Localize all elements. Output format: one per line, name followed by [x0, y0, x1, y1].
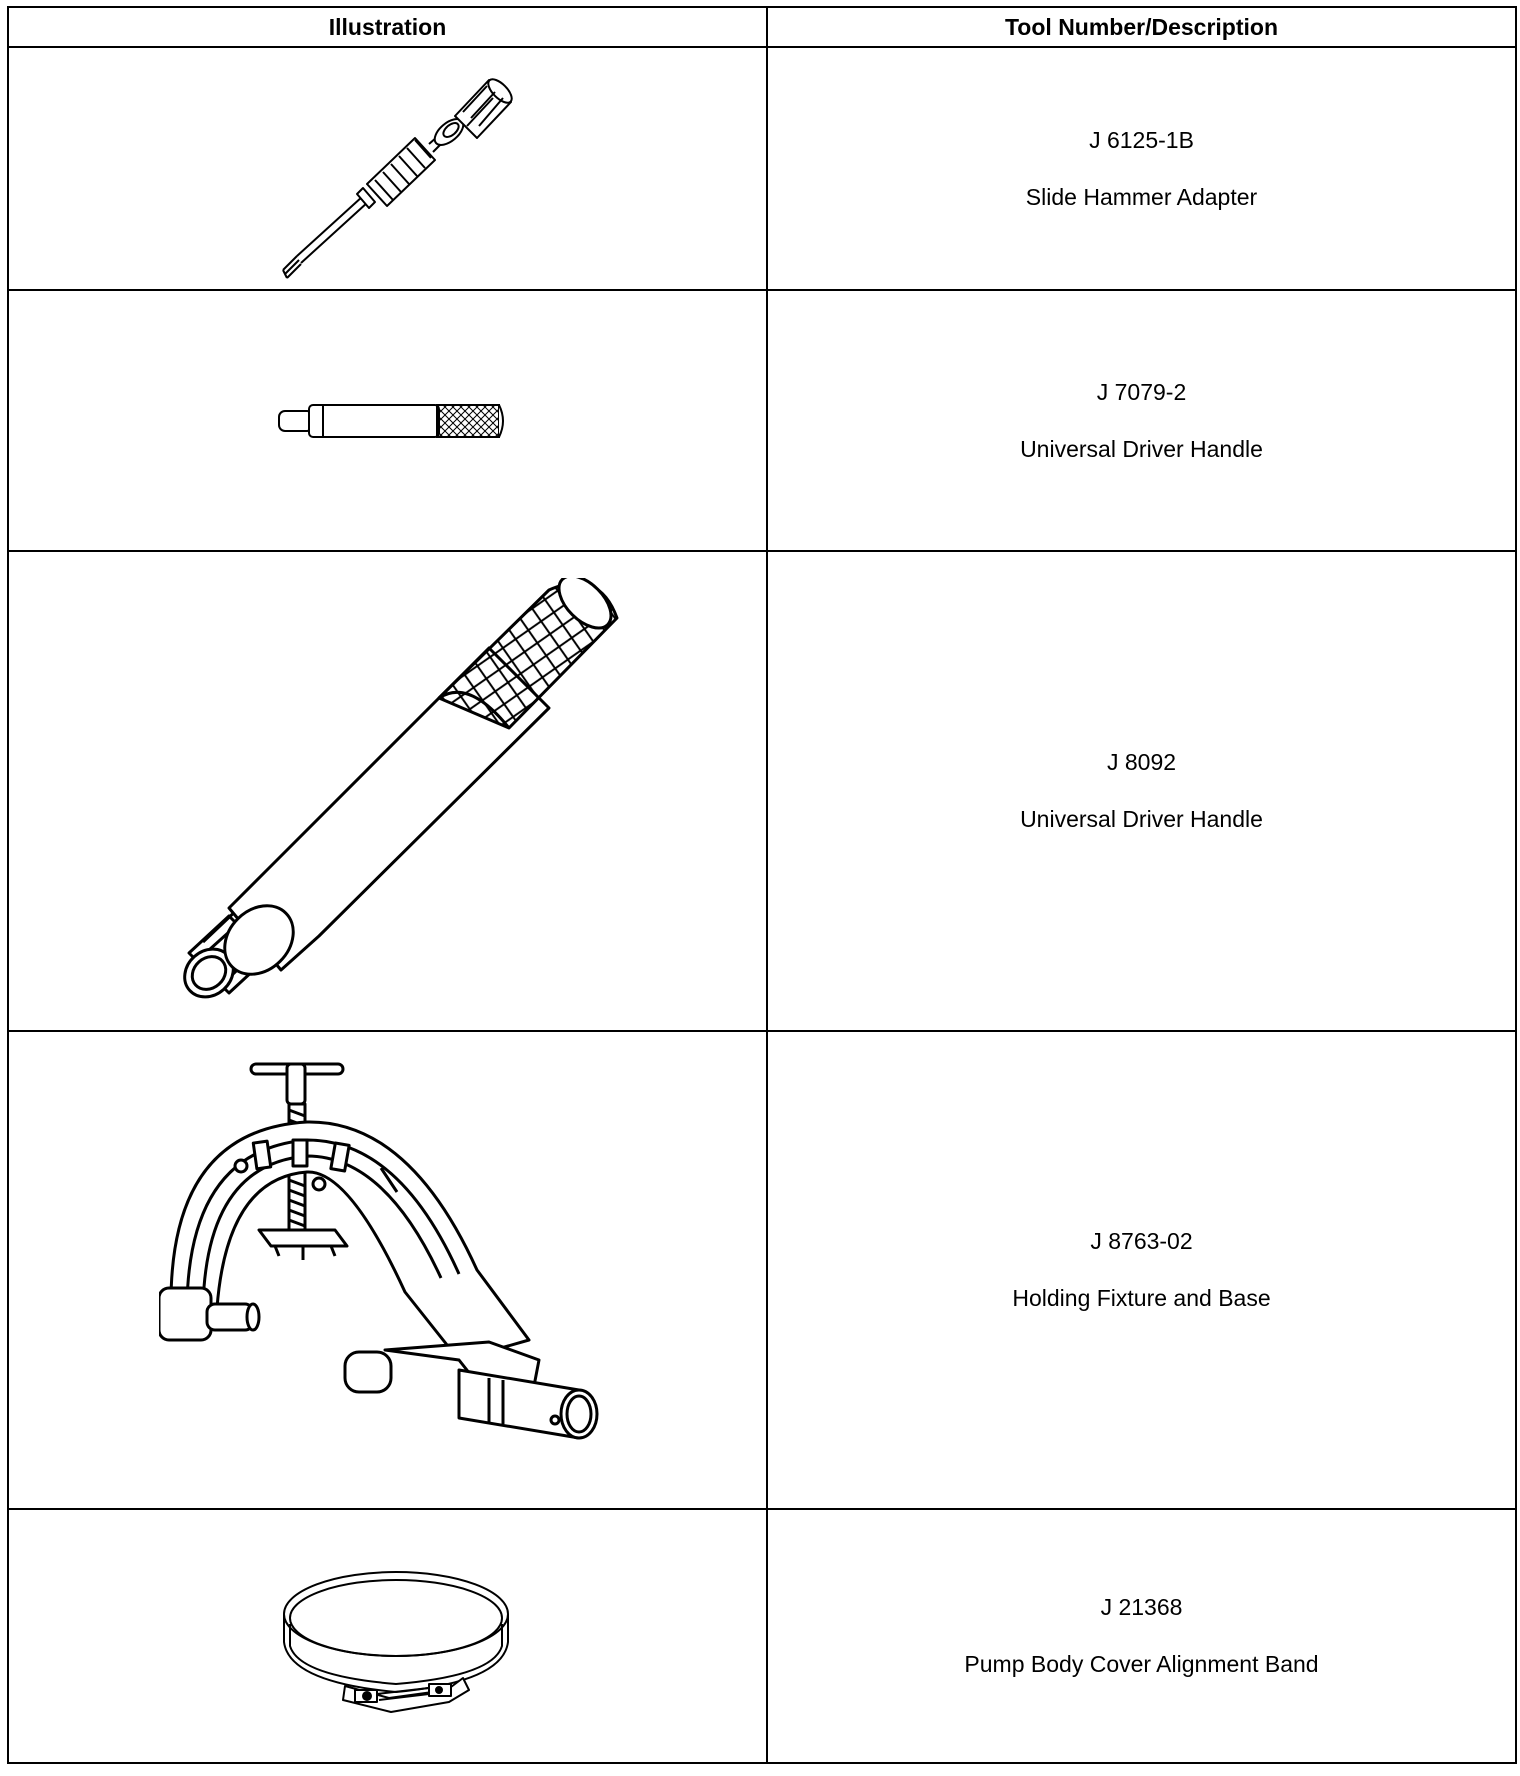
table-row [8, 551, 1516, 1031]
description-cell [767, 290, 1516, 551]
tool-description: Holding Fixture and Base [1012, 1285, 1271, 1311]
description-cell [767, 1031, 1516, 1509]
table-row [8, 290, 1516, 551]
slide-hammer-adapter-icon [279, 56, 519, 282]
tool-number: J 8763-02 [1090, 1228, 1193, 1254]
tool-description: Pump Body Cover Alignment Band [964, 1651, 1319, 1677]
alignment-band-icon [279, 1566, 513, 1716]
tool-number: J 6125-1B [1089, 126, 1194, 153]
description-cell [767, 551, 1516, 1031]
description-cell [767, 47, 1516, 290]
tool-number: J 8092 [1106, 749, 1177, 775]
tool-description: Slide Hammer Adapter [1025, 183, 1258, 210]
description-cell [767, 1509, 1516, 1763]
header-row [8, 7, 1516, 47]
tool-number: J 7079-2 [1096, 378, 1187, 405]
illustration-cell [8, 1031, 767, 1509]
table-row [8, 1509, 1516, 1763]
tool-number: J 21368 [1100, 1594, 1183, 1620]
illustration-cell [8, 1509, 767, 1763]
tool-table [7, 6, 1517, 1764]
table-row [8, 1031, 1516, 1509]
table-row [8, 47, 1516, 290]
illustration-cell [8, 290, 767, 551]
driver-handle-small-icon [277, 399, 507, 443]
illustration-cell [8, 551, 767, 1031]
tool-description: Universal Driver Handle [1020, 435, 1263, 462]
header-illustration: Illustration [8, 7, 767, 47]
illustration-cell [8, 47, 767, 290]
header-tool-number-description: Tool Number/Description [767, 7, 1516, 47]
driver-handle-large-icon [169, 578, 629, 1018]
tool-description: Universal Driver Handle [1020, 806, 1263, 832]
holding-fixture-icon [159, 1060, 629, 1480]
